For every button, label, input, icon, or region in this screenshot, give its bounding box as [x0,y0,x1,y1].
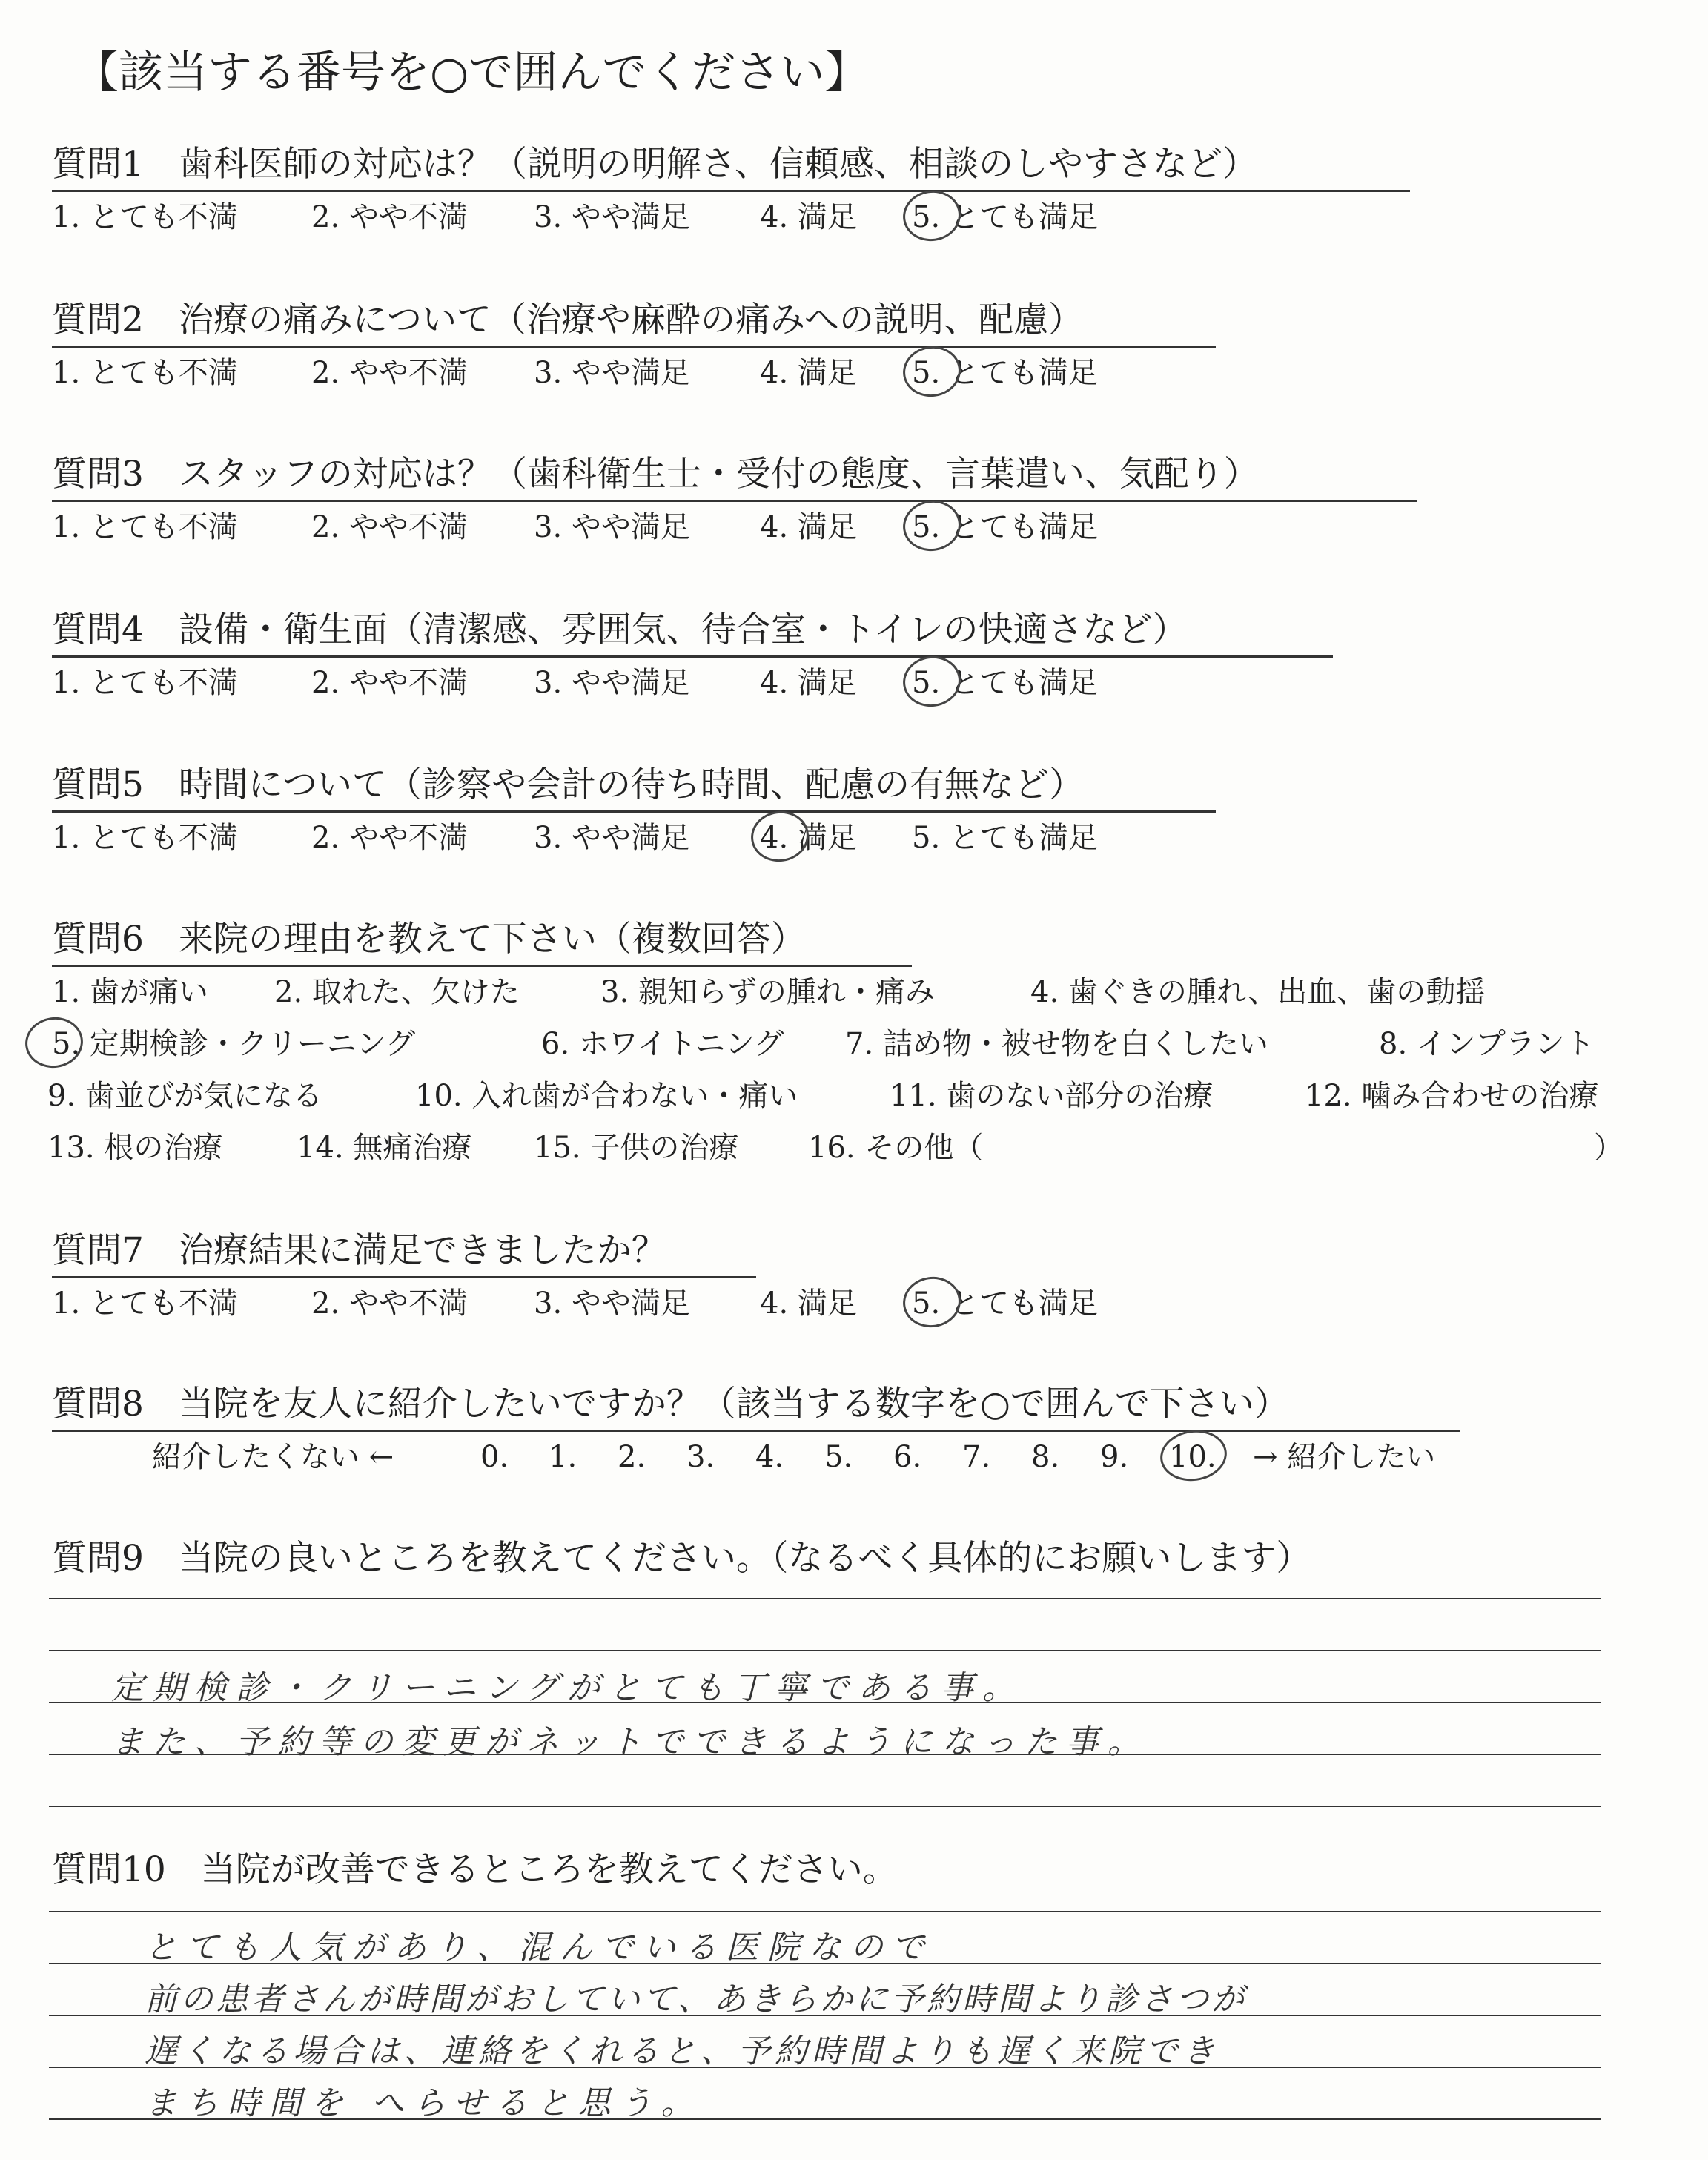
q8-left-label: 紹介したくない ← [152,1440,394,1474]
q7-title: 質問7 治療結果に満足できましたか？ [52,1230,666,1271]
q10-answer-text-3[interactable]: 遅くなる場合は、連絡をくれると、予約時間よりも遅く来院でき [145,2032,1219,2070]
q2-title: 質問2 治療の痛みについて（治療や麻酔の痛みへの説明、配慮） [52,300,1084,340]
page-heading: 【該当する番号を○で囲んでください】 [74,47,870,99]
q6-option-14[interactable]: 14. 無痛治療 [297,1131,472,1165]
q4-option-1[interactable]: 1. とても不満 [52,666,238,700]
q9-answer-text-2[interactable]: また、予約等の変更がネットでできるようになった事。 [111,1723,1149,1761]
q9-answer-line-1 [49,1598,1601,1599]
q9-answer-line-2 [49,1650,1601,1651]
q1-option-2[interactable]: 2. やや不満 [311,200,468,234]
q8-selection-circle [1157,1426,1231,1485]
q2-option-4[interactable]: 4. 満足 [760,356,857,390]
q6-option-6[interactable]: 6. ホワイトニング [541,1027,784,1061]
q3-option-5[interactable]: 5. とても満足 [912,510,1098,544]
q7-option-3[interactable]: 3. やや満足 [534,1287,690,1321]
q3-title: 質問3 スタッフの対応は？（歯科衛生士・受付の態度、言葉遣い、気配り） [52,454,1259,495]
q8-right-label: → 紹介したい [1253,1440,1436,1474]
q1-option-5[interactable]: 5. とても満足 [912,200,1098,234]
q10-answer-line-1 [49,1911,1601,1912]
q1-underline [52,190,1410,192]
q8-option-4[interactable]: 4. [755,1440,784,1474]
q10-title: 質問10 当院が改善できるところを教えてください。 [52,1849,898,1890]
q8-title: 質問8 当院を友人に紹介したいですか？（該当する数字を○で囲んで下さい） [52,1384,1289,1424]
q8-underline [52,1430,1460,1432]
q9-title: 質問9 当院の良いところを教えてください。（なるべく具体的にお願いします） [52,1538,1311,1579]
q6-option-12[interactable]: 12. 噛み合わせの治療 [1305,1079,1599,1113]
q7-option-2[interactable]: 2. やや不満 [311,1287,468,1321]
q8-option-5[interactable]: 5. [824,1440,853,1474]
q4-title: 質問4 設備・衛生面（清潔感、雰囲気、待合室・トイレの快適さなど） [52,610,1188,650]
q4-option-2[interactable]: 2. やや不満 [311,666,468,700]
q9-answer-line-5 [49,1806,1601,1807]
q3-option-2[interactable]: 2. やや不満 [311,510,468,544]
q1-title: 質問1 歯科医師の対応は？（説明の明解さ、信頼感、相談のしやすさなど） [52,144,1258,185]
q9-answer-text-1[interactable]: 定期検診・クリーニングがとても丁寧である事。 [111,1669,1025,1707]
q8-option-3[interactable]: 3. [686,1440,715,1474]
q6-options [47,971,1668,1179]
q3-option-4[interactable]: 4. 満足 [760,510,857,544]
q6-option-4[interactable]: 4. 歯ぐきの腫れ、出血、歯の動揺 [1030,975,1486,1009]
q5-option-1[interactable]: 1. とても不満 [52,821,238,855]
q5-option-4[interactable]: 4. 満足 [760,821,857,855]
q1-option-4[interactable]: 4. 満足 [760,200,857,234]
q8-option-1[interactable]: 1. [549,1440,577,1474]
q1-option-1[interactable]: 1. とても不満 [52,200,238,234]
q8-option-8[interactable]: 8. [1031,1440,1060,1474]
q6-option-5[interactable]: 5. 定期検診・クリーニング [52,1027,416,1061]
q7-option-5[interactable]: 5. とても満足 [912,1287,1098,1321]
q6-option-1[interactable]: 1. 歯が痛い [52,975,208,1009]
q2-option-5[interactable]: 5. とても満足 [912,356,1098,390]
q6-option-16[interactable]: 16. その他（ [808,1131,984,1165]
q6-option-2[interactable]: 2. 取れた、欠けた [274,975,520,1009]
q5-title: 質問5 時間について（診察や会計の待ち時間、配慮の有無など） [52,764,1084,805]
q4-option-3[interactable]: 3. やや満足 [534,666,690,700]
q2-underline [52,346,1216,348]
q8-option-0[interactable]: 0. [480,1440,509,1474]
q4-option-5[interactable]: 5. とても満足 [912,666,1098,700]
q3-underline [52,500,1417,502]
q6-option-11[interactable]: 11. 歯のない部分の治療 [890,1079,1214,1113]
q6-option-13[interactable]: 13. 根の治療 [47,1131,223,1165]
q8-option-10[interactable]: 10. [1169,1440,1217,1474]
q5-option-3[interactable]: 3. やや満足 [534,821,690,855]
q8-option-2[interactable]: 2. [618,1440,646,1474]
q7-option-1[interactable]: 1. とても不満 [52,1287,238,1321]
q8-option-9[interactable]: 9. [1100,1440,1129,1474]
q6-title: 質問6 来院の理由を教えて下さい（複数回答） [52,919,806,960]
q6-other-close-paren: ） [1594,1131,1623,1165]
q2-option-1[interactable]: 1. とても不満 [52,356,238,390]
q6-option-15[interactable]: 15. 子供の治療 [534,1131,739,1165]
q6-option-8[interactable]: 8. インプラント [1379,1027,1595,1061]
q2-option-2[interactable]: 2. やや不満 [311,356,468,390]
q5-option-2[interactable]: 2. やや不満 [311,821,468,855]
q5-option-5[interactable]: 5. とても満足 [912,821,1098,855]
q5-underline [52,810,1216,813]
q4-underline [52,655,1333,658]
q2-option-3[interactable]: 3. やや満足 [534,356,690,390]
q8-option-7[interactable]: 7. [962,1440,991,1474]
q4-option-4[interactable]: 4. 満足 [760,666,857,700]
q8-option-6[interactable]: 6. [893,1440,922,1474]
q3-option-3[interactable]: 3. やや満足 [534,510,690,544]
q6-underline [52,965,912,967]
q10-answer-text-2[interactable]: 前の患者さんが時間がおしていて、あきらかに予約時間より診さつが [145,1981,1248,2018]
q6-option-3[interactable]: 3. 親知らずの腫れ・痛み [600,975,935,1009]
q6-option-10[interactable]: 10. 入れ歯が合わない・痛い [415,1079,798,1113]
q3-option-1[interactable]: 1. とても不満 [52,510,238,544]
q6-option-9[interactable]: 9. 歯並びが気になる [47,1079,322,1113]
q7-option-4[interactable]: 4. 満足 [760,1287,857,1321]
q10-answer-text-4[interactable]: まち時間を へらせると思う。 [145,2084,703,2122]
q10-answer-text-1[interactable]: とても人気があり、混んでいる医院なので [145,1929,933,1966]
q1-option-3[interactable]: 3. やや満足 [534,200,690,234]
q6-option-7[interactable]: 7. 詰め物・被せ物を白くしたい [845,1027,1268,1061]
q7-underline [52,1276,756,1278]
